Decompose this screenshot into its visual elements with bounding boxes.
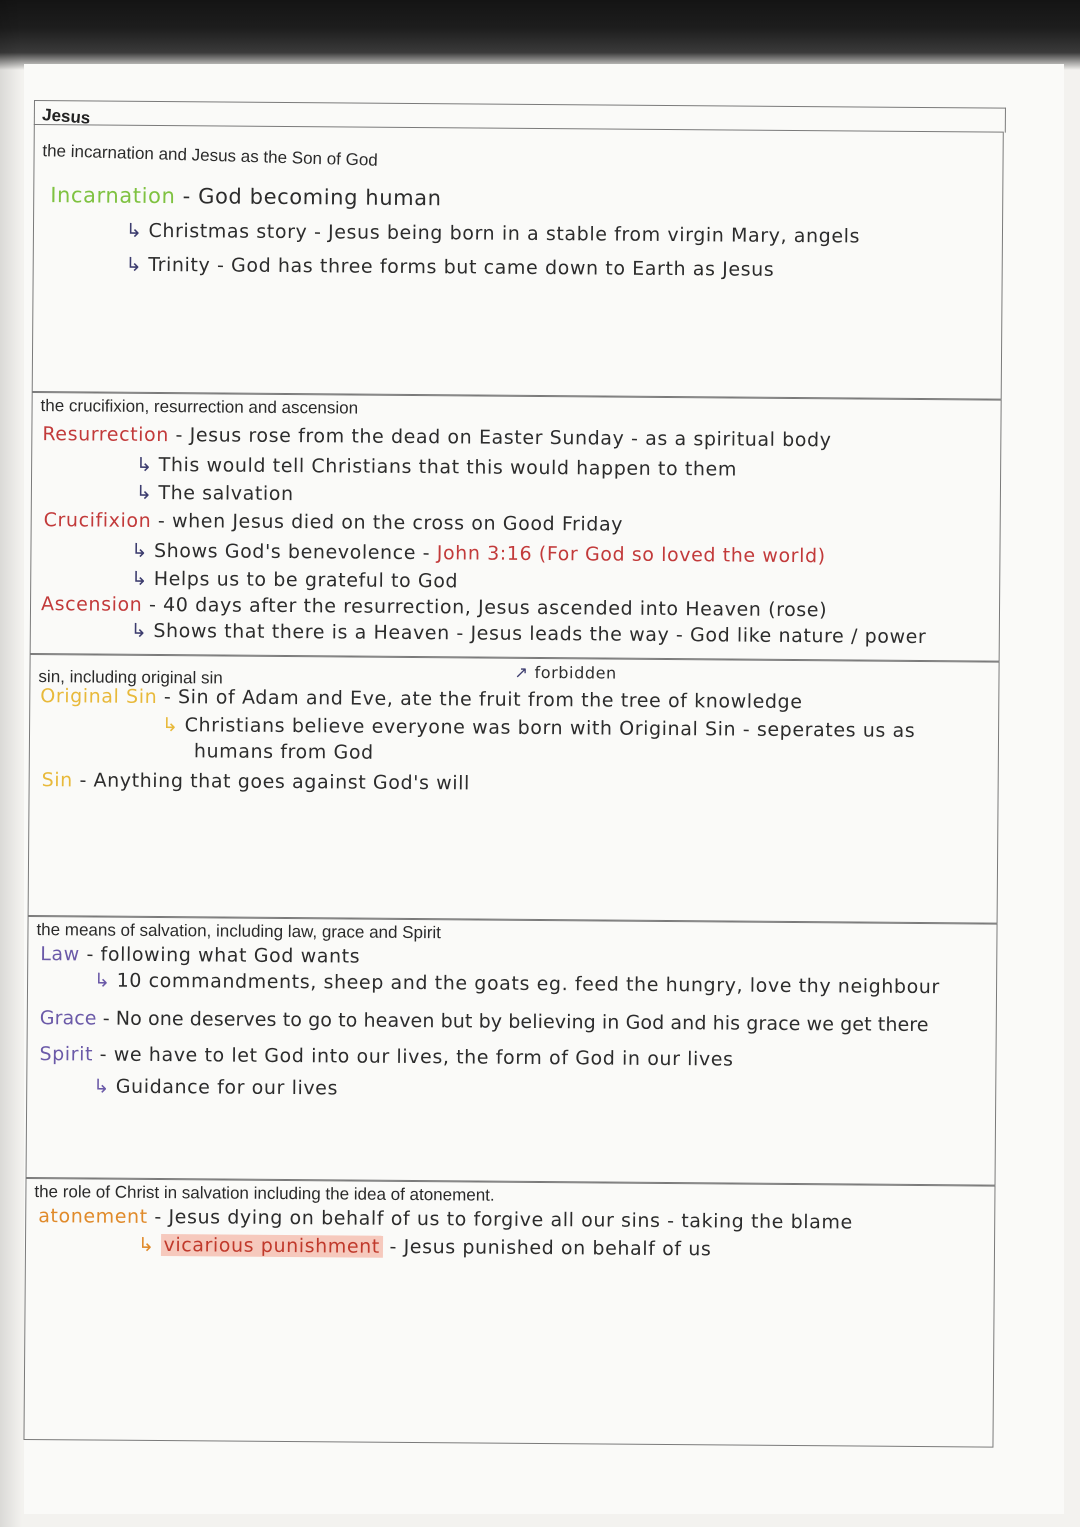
note-line — [93, 1075, 338, 1099]
note-line — [131, 620, 927, 648]
section-incarnation — [32, 124, 1004, 400]
section-title: sin, including original sin — [38, 667, 223, 688]
note-term: Resurrection — [42, 423, 170, 447]
note-line — [40, 943, 360, 968]
note-text: - when Jesus died on the cross on Good Friday — [151, 509, 624, 536]
arrow-icon: ↳ — [136, 453, 153, 476]
note-text: forbidden — [534, 662, 617, 683]
arrow-icon: ↳ — [125, 253, 143, 276]
note-line — [131, 568, 458, 593]
section-salvation — [26, 916, 998, 1186]
note-text: Christians believe everyone was born with Original Sin - seperates us as — [184, 714, 916, 742]
note-line — [126, 254, 775, 281]
section-title: the incarnation and Jesus as the Son of God — [42, 141, 379, 170]
note-term: Law — [40, 943, 80, 966]
note-annotation — [514, 663, 616, 683]
note-text: - Jesus rose from the dead on Easter Sunday - as a spiritual body — [168, 424, 832, 452]
note-text: - 40 days after the resurrection, Jesus ascended into Heaven (rose) — [142, 593, 828, 622]
note-line — [136, 482, 294, 505]
arrow-icon: ↳ — [162, 714, 179, 737]
note-line — [42, 423, 831, 451]
note-line — [40, 1007, 929, 1036]
note-line — [39, 1043, 733, 1070]
note-term: Spirit — [39, 1043, 94, 1066]
section-crucifixion — [30, 392, 1002, 662]
notes-table — [23, 100, 1030, 1460]
note-text: Helps us to be grateful to God — [153, 567, 459, 593]
note-text: - Jesus punished on behalf of us — [382, 1235, 712, 1261]
note-term: Original Sin — [40, 685, 158, 708]
arrow-up-icon: ↗ — [514, 662, 529, 682]
note-text: - No one deserves to go to heaven but by believing in God and his grace we get there — [96, 1007, 929, 1037]
page-title: Jesus — [41, 105, 92, 128]
note-text: - Anything that goes against God's will — [72, 769, 470, 795]
note-line — [131, 540, 825, 567]
note-text: Trinity - God has three forms but came down to Earth as Jesus — [148, 253, 775, 281]
arrow-icon: ↳ — [93, 1075, 110, 1098]
photo-top-shadow — [0, 0, 1080, 70]
note-text: - God becoming human — [175, 184, 442, 211]
photo-left-shadow — [0, 0, 22, 1527]
note-text: This would tell Christians that this would happen to them — [158, 453, 738, 481]
note-line — [126, 220, 860, 248]
arrow-icon: ↳ — [135, 481, 153, 504]
arrow-icon: ↳ — [130, 619, 148, 642]
arrow-icon: ↳ — [125, 219, 143, 242]
note-line — [50, 183, 442, 210]
note-line — [41, 593, 827, 621]
note-line — [44, 509, 624, 536]
bible-quote: John 3:16 (For God so loved the world) — [436, 542, 826, 568]
note-text: 10 commandments, sheep and the goats eg. feed the hungry, love thy neighbour — [116, 969, 940, 999]
note-text: humans from God — [193, 740, 374, 764]
note-text: Christmas story - Jesus being born in a stable from virgin Mary, angels — [148, 219, 861, 248]
note-text: - following what God wants — [79, 943, 361, 968]
note-line — [162, 714, 915, 742]
arrow-icon: ↳ — [131, 567, 148, 590]
note-text: Shows God's benevolence - — [153, 539, 437, 565]
note-term: atonement — [38, 1205, 148, 1228]
note-text: - we have to let God into our lives, the form of God in our lives — [92, 1043, 734, 1071]
note-text: Shows that there is a Heaven - Jesus leads the way - God like nature / power — [153, 619, 927, 649]
section-atonement — [23, 1178, 995, 1448]
arrow-icon: ↳ — [131, 539, 149, 562]
note-term: Grace — [39, 1007, 97, 1030]
note-line — [138, 1234, 712, 1261]
note-term: Incarnation — [50, 183, 176, 209]
note-line — [38, 1205, 853, 1233]
arrow-icon: ↳ — [137, 1233, 155, 1256]
highlighted-term: vicarious punishment — [160, 1234, 383, 1258]
note-term: Ascension — [40, 593, 143, 616]
section-title: the means of salvation, including law, grace and Spirit — [36, 920, 442, 943]
note-line — [136, 454, 737, 481]
note-text: Guidance for our lives — [115, 1075, 339, 1100]
note-line — [194, 740, 374, 763]
section-sin — [28, 654, 1000, 924]
section-title: the role of Christ in salvation including the idea of atonement. — [34, 1182, 495, 1205]
section-title: the crucifixion, resurrection and ascension — [40, 396, 359, 418]
note-line — [94, 969, 940, 998]
note-line — [40, 685, 802, 713]
arrow-icon: ↳ — [94, 969, 111, 992]
note-line — [42, 769, 470, 794]
note-text: - Sin of Adam and Eve, ate the fruit from the tree of knowledge — [157, 685, 803, 714]
note-term: Sin — [41, 769, 73, 792]
note-term: Crucifixion — [43, 509, 152, 532]
note-text: The salvation — [158, 481, 294, 506]
note-text: - Jesus dying on behalf of us to forgive all our sins - taking the blame — [147, 1205, 853, 1234]
